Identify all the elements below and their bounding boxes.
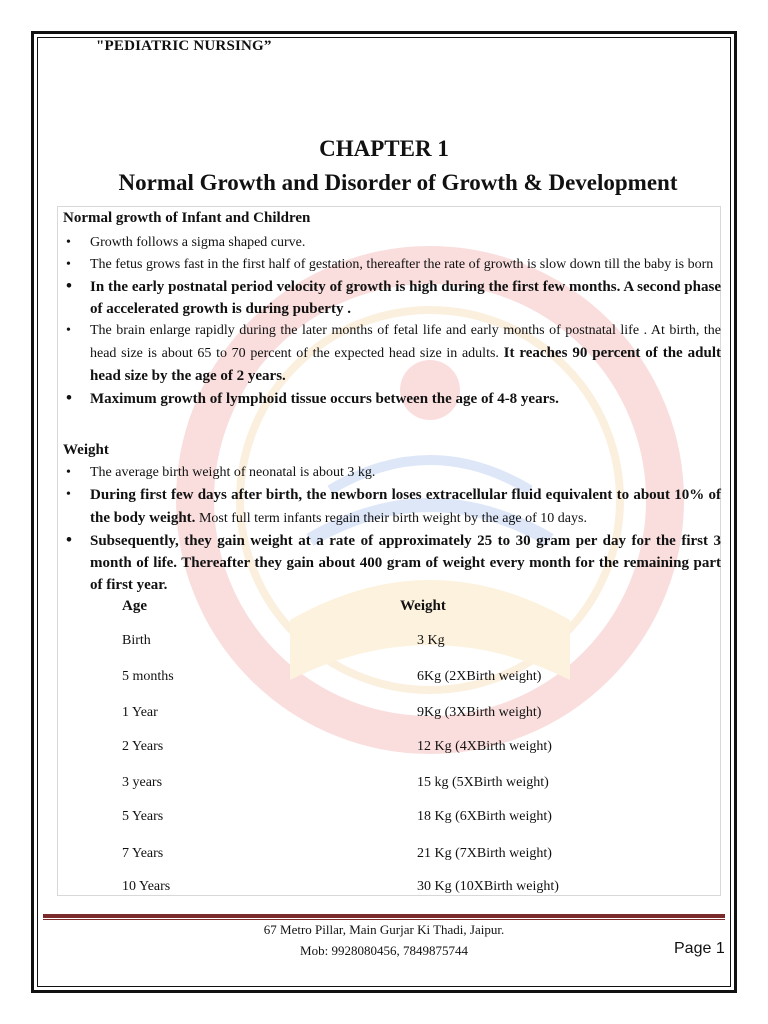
chapter-number: CHAPTER 1 [319,136,449,161]
table-cell-weight: 6Kg (2XBirth weight) [417,669,542,684]
bullet-icon: • [66,323,71,338]
table-cell-age: Birth [122,633,151,648]
list-item: • The brain enlarge rapidly during the later months of fetal life and early months of postnatal life . At birth, the head size is about 65 to 70 percent of the expected head size in adults. It reaches 90 percent of the adult head size by the age of 2 years. [63,320,721,388]
list-item: • The average birth weight of neonatal is about 3 kg. [63,462,721,484]
table-cell-age: 5 Years [122,809,164,824]
list-item: • During first few days after birth, the newborn loses extracellular fluid equivalent to about 10% of the body weight. Most full term infants regain their birth weight by the age of 10 days. [63,484,721,530]
bullet-icon: • [66,276,72,295]
table-cell-age: 2 Years [122,739,164,754]
table-cell-age: 5 months [122,669,174,684]
weight-bullet-list [63,462,721,596]
table-cell-age: 7 Years [122,846,164,861]
bullet-icon: • [66,235,71,250]
table-header-age: Age [122,598,147,614]
header-title: "PEDIATRIC NURSING” [96,38,272,54]
footer-divider [43,914,725,918]
bullet-icon: • [66,465,71,480]
table-cell-age: 10 Years [122,879,171,894]
list-item: • The fetus grows fast in the first half of gestation, thereafter the rate of growth is slow down till the baby is born [63,254,721,276]
footer-divider-thin [43,919,725,920]
list-item: • Growth follows a sigma shaped curve. [63,232,721,254]
bullet-icon: • [66,257,71,272]
list-item: • Maximum growth of lymphoid tissue occurs between the age of 4-8 years. [66,388,559,407]
table-cell-age: 1 Year [122,705,158,720]
section-heading-growth: Normal growth of Infant and Children [63,210,311,226]
table-cell-weight: 12 Kg (4XBirth weight) [417,739,552,754]
table-cell-weight: 18 Kg (6XBirth weight) [417,809,552,824]
bullet-icon: • [66,487,71,502]
table-cell-weight: 15 kg (5XBirth weight) [417,775,549,790]
chapter-title: Normal Growth and Disorder of Growth & Development [118,170,678,195]
page-number: Page 1 [674,940,725,957]
bullet-icon: • [66,530,72,549]
footer-address: 67 Metro Pillar, Main Gurjar Ki Thadi, Jaipur. [263,922,505,937]
list-item: • In the early postnatal period velocity of growth is high during the first few months. A second phase of accelerated growth is during puberty . [66,276,721,317]
growth-bullet-list [63,232,721,410]
table-cell-weight: 30 Kg (10XBirth weight) [417,879,559,894]
section-heading-weight: Weight [63,442,109,458]
bullet-icon: • [66,388,72,407]
table-cell-weight: 21 Kg (7XBirth weight) [417,846,552,861]
table-cell-weight: 9Kg (3XBirth weight) [417,705,542,720]
table-header-weight: Weight [400,598,446,614]
footer-mobile: Mob: 9928080456, 7849875744 [300,943,468,958]
table-cell-age: 3 years [122,775,163,790]
table-cell-weight: 3 Kg [417,633,445,648]
list-item: • Subsequently, they gain weight at a rate of approximately 25 to 30 gram per day for the first 3 month of life. Thereafter they gain about 400 gram of weight every month for the remaining part of first year. [66,530,721,593]
